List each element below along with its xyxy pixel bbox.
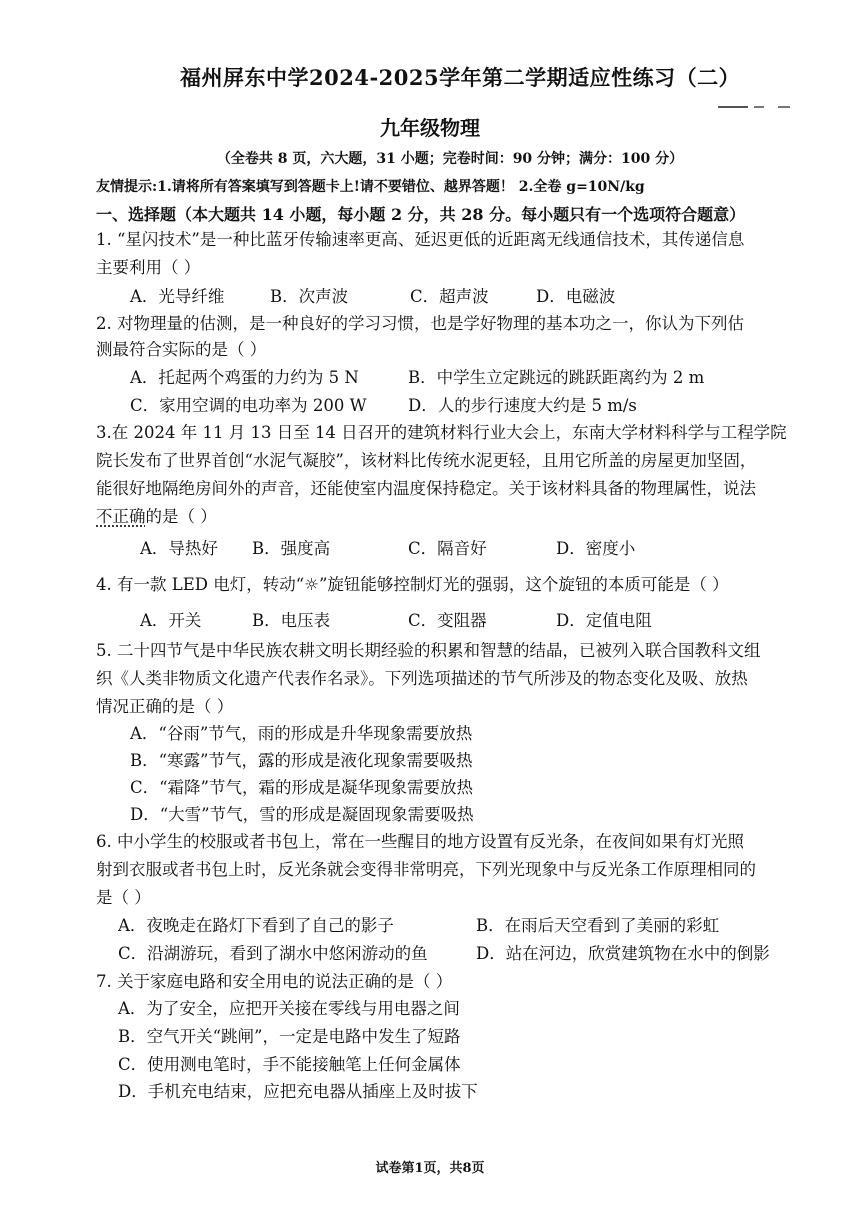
q7-option-b: B．空气开关“跳闸”，一定是电路中发生了短路 <box>118 1027 461 1046</box>
q5-option-a: A．“谷雨”节气，雨的形成是升华现象需要放热 <box>130 724 473 743</box>
q7-option-c: C．使用测电笔时，手不能接触笔上任何金属体 <box>118 1055 461 1074</box>
q6-option-c: C．沿湖游玩，看到了湖水中悠闲游动的鱼 <box>118 944 428 963</box>
q1-option-b: B．次声波 <box>270 287 349 306</box>
q3-stem-line1: 3.在 2024 年 11 月 13 日至 14 日召开的建筑材料行业大会上，东南大学材料科学与工程学院 <box>96 423 787 442</box>
q6-stem-line2: 射到衣服或者书包上时，反光条就会变得非常明亮，下列光现象中与反光条工作原理相同的 <box>96 860 756 879</box>
q3-stem-line2: 院长发布了世界首创“水泥气凝胶”，该材料比传统水泥更轻，且用它所盖的房屋更加坚固， <box>96 451 757 470</box>
q1-option-c: C．超声波 <box>410 287 489 306</box>
q1-option-a: A．光导纤维 <box>130 287 225 306</box>
brightness-knob-icon: ☼ <box>304 575 319 594</box>
q6-option-b: B．在雨后天空看到了美丽的彩虹 <box>476 916 720 935</box>
q2-option-c: C．家用空调的电功率为 200 W <box>130 396 367 415</box>
q4-stem-post: ”旋钮能够控制灯光的强弱，这个旋钮的本质可能是（ ） <box>318 575 729 594</box>
q5-stem-line2: 织《人类非物质文化遗产代表作名录》。下列选项描述的节气所涉及的物态变化及吸、放热 <box>96 669 748 688</box>
q3-emphasis: 不正确 <box>96 507 146 526</box>
q7-option-d: D．手机充电结束，应把充电器从插座上及时拔下 <box>118 1082 478 1101</box>
q5-option-b: B．“寒露”节气，露的形成是液化现象需要吸热 <box>130 751 473 770</box>
exam-subject: 九年级物理 <box>380 116 480 140</box>
q3-stem-line4-rest: 的是（ ） <box>145 507 217 526</box>
q3-stem-line4 <box>96 507 217 527</box>
q6-option-a: A．夜晚走在路灯下看到了自己的影子 <box>118 916 394 935</box>
q3-option-d: D．密度小 <box>556 539 636 558</box>
q6-stem-line1: 6. 中小学生的校服或者书包上，常在一些醒目的地方设置有反光条，在夜间如果有灯光照 <box>96 832 744 851</box>
q1-stem-line1: 1. “星闪技术”是一种比蓝牙传输速率更高、延迟更低的近距离无线通信技术，其传递信息 <box>96 230 745 249</box>
q4-option-c: C．变阻器 <box>408 611 487 630</box>
q4-option-a: A．开关 <box>140 611 202 630</box>
q3-option-b: B．强度高 <box>252 539 331 558</box>
q4-option-d: D．定值电阻 <box>556 611 652 630</box>
exam-tips: 友情提示:1.请将所有答案填写到答题卡上!请不要错位、越界答题！ 2.全卷 g=10N/kg <box>96 179 645 195</box>
q1-option-d: D．电磁波 <box>536 287 616 306</box>
q2-option-d: D．人的步行速度大约是 5 m/s <box>408 396 637 415</box>
q2-option-a: A．托起两个鸡蛋的力约为 5 N <box>130 368 359 387</box>
q7-stem-line1: 7. 关于家庭电路和安全用电的说法正确的是（ ） <box>96 972 453 991</box>
q1-stem-line2: 主要利用（ ） <box>96 258 201 277</box>
q5-option-c: C．“霜降”节气，霜的形成是凝华现象需要放热 <box>130 778 473 797</box>
exam-info: （全卷共 8 页，六大题，31 小题；完卷时间：90 分钟；满分：100 分） <box>216 151 684 167</box>
q2-stem-line1: 2. 对物理量的估测，是一种良好的学习习惯，也是学好物理的基本功之一，你认为下列估 <box>96 314 744 333</box>
scan-mark <box>718 96 798 104</box>
q6-stem-line3: 是（ ） <box>96 888 151 907</box>
page-footer: 试卷第1页，共8页 <box>375 1161 485 1176</box>
q4-stem-line1 <box>96 575 729 595</box>
q4-stem-pre: 4. 有一款 LED 电灯，转动“ <box>96 575 305 594</box>
q5-option-d: D．“大雪”节气，雪的形成是凝固现象需要吸热 <box>130 805 474 824</box>
section-heading: 一、选择题（本大题共 14 小题，每小题 2 分，共 28 分。每小题只有一个选项符合题意） <box>96 205 746 224</box>
q5-stem-line3: 情况正确的是（ ） <box>96 697 234 716</box>
q4-option-b: B．电压表 <box>252 611 331 630</box>
q3-option-c: C．隔音好 <box>408 539 487 558</box>
exam-title: 福州屏东中学2024-2025学年第二学期适应性练习（二） <box>180 65 741 90</box>
q7-option-a: A．为了安全，应把开关接在零线与用电器之间 <box>118 999 460 1018</box>
q3-stem-line3: 能很好地隔绝房间外的声音，还能使室内温度保持稳定。关于该材料具备的物理属性，说法 <box>96 479 756 498</box>
q2-stem-line2: 测最符合实际的是（ ） <box>96 340 267 359</box>
q6-option-d: D．站在河边，欣赏建筑物在水中的倒影 <box>476 944 770 963</box>
q5-stem-line1: 5. 二十四节气是中华民族农耕文明长期经验的积累和智慧的结晶，已被列入联合国教科文组 <box>96 641 761 660</box>
q2-option-b: B．中学生立定跳远的跳跃距离约为 2 m <box>408 368 705 387</box>
q3-option-a: A．导热好 <box>140 539 218 558</box>
